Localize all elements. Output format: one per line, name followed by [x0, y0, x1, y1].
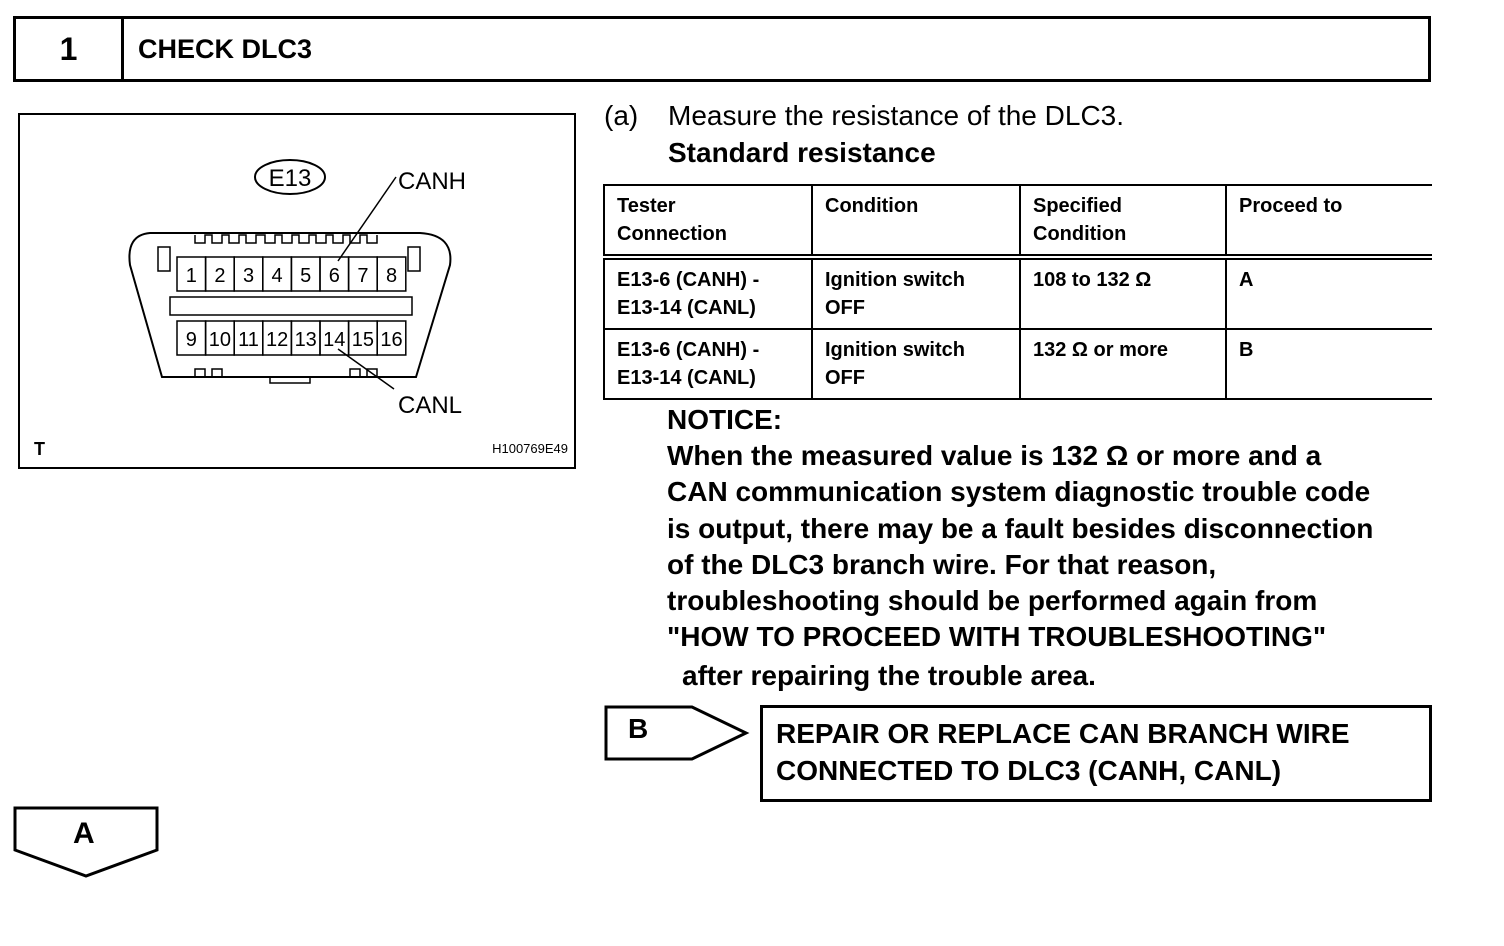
pin-number: 9: [185, 329, 197, 351]
action-line: CONNECTED TO DLC3 (CANH, CANL): [776, 755, 1282, 786]
notice-block: [667, 402, 1447, 695]
pin-number: 12: [265, 329, 289, 351]
pin-number: 2: [214, 265, 226, 287]
table-row: [604, 257, 1432, 329]
notice-line: When the measured value is 132 Ω or more and a: [667, 440, 1322, 472]
notice-line: CAN communication system diagnostic trouble code: [667, 476, 1371, 508]
table-header-row: [604, 185, 1432, 257]
bottom-pin-row: [177, 321, 406, 355]
resistance-table: [603, 184, 1432, 400]
repair-action-box: [760, 705, 1432, 802]
header-proceed-to: Proceed to: [1226, 185, 1432, 257]
connector-id-label: E13: [268, 165, 312, 192]
cell-condition: Ignition switch OFF: [812, 257, 1020, 329]
step-instruction: Measure the resistance of the DLC3.: [668, 100, 1125, 131]
header-specified-condition: Specified Condition: [1020, 185, 1226, 257]
left-latch: [158, 247, 170, 271]
pin-number: 14: [323, 329, 346, 351]
pin-number: 8: [385, 265, 398, 287]
pin-number: 11: [238, 329, 259, 351]
pin-number: 6: [328, 265, 340, 287]
notice-line: after repairing the trouble area.: [682, 660, 1096, 692]
pin-number: 16: [380, 329, 403, 351]
corner-mark: T: [34, 439, 45, 459]
connector-top-teeth: [195, 235, 377, 243]
pin-number: 10: [208, 329, 232, 351]
pin-number: 5: [300, 265, 312, 287]
connector-divider: [170, 297, 412, 315]
step-header: [13, 16, 1431, 82]
dlc3-connector-diagram: [18, 113, 576, 469]
result-b-label: B: [628, 713, 649, 744]
pin-number: 3: [242, 265, 255, 287]
cell-condition: Ignition switch OFF: [812, 329, 1020, 399]
notice-line: of the DLC3 branch wire. For that reason,: [667, 548, 1217, 580]
right-latch: [408, 247, 420, 271]
notice-line: "HOW TO PROCEED WITH TROUBLESHOOTING": [667, 621, 1327, 653]
top-pin-row: [177, 257, 406, 291]
cell-specified-condition: 108 to 132 Ω: [1020, 257, 1226, 329]
canh-leader-line: [338, 177, 396, 261]
result-a-label: A: [73, 817, 95, 850]
cell-tester-connection: E13-6 (CANH) - E13-14 (CANL): [604, 257, 812, 329]
pin-number: 7: [357, 265, 369, 287]
cell-tester-connection: E13-6 (CANH) - E13-14 (CANL): [604, 329, 812, 399]
canl-label: CANL: [398, 392, 463, 419]
step-title: CHECK DLC3: [138, 33, 313, 64]
pin-number: 15: [351, 329, 375, 351]
cell-proceed-to: A: [1226, 257, 1432, 329]
result-b-arrow: [604, 705, 754, 763]
notice-line: is output, there may be a fault besides disconnection: [667, 512, 1374, 544]
cell-proceed-to: B: [1226, 329, 1432, 399]
notice-title: NOTICE:: [667, 404, 783, 435]
header-tester-connection: Tester Connection: [604, 185, 812, 257]
action-line: REPAIR OR REPLACE CAN BRANCH WIRE: [776, 718, 1350, 749]
step-number: 1: [16, 19, 124, 79]
header-condition: Condition: [812, 185, 1020, 257]
cell-specified-condition: 132 Ω or more: [1020, 329, 1226, 399]
canh-label: CANH: [398, 168, 467, 195]
figure-id: H100769E49: [492, 441, 568, 456]
pin-number: 13: [294, 329, 317, 351]
pin-number: 1: [185, 265, 197, 287]
standard-resistance-heading: Standard resistance: [668, 137, 936, 168]
notice-line: troubleshooting should be performed again from: [667, 585, 1318, 617]
step-marker: (a): [604, 100, 639, 131]
connector-illustration: [20, 115, 576, 469]
pin-number: 4: [271, 265, 283, 287]
table-row: [604, 329, 1432, 399]
